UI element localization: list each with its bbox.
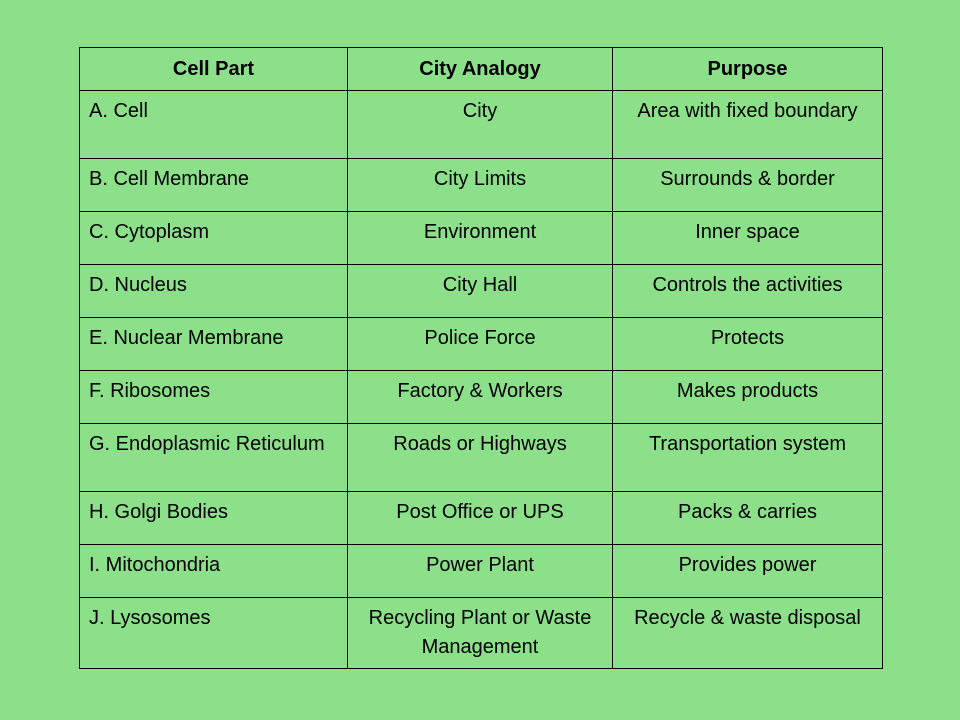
table-row (80, 492, 883, 545)
purpose: Packs & carries (613, 492, 883, 545)
purpose: Recycle & waste disposal (613, 598, 883, 669)
city-analogy: City Limits (348, 159, 613, 212)
cell-part: G. Endoplasmic Reticulum (80, 424, 348, 492)
cell-part: C. Cytoplasm (80, 212, 348, 265)
purpose: Protects (613, 318, 883, 371)
purpose: Makes products (613, 371, 883, 424)
city-analogy: Recycling Plant or Waste Management (348, 598, 613, 669)
cell-part: E. Nuclear Membrane (80, 318, 348, 371)
cell-part: F. Ribosomes (80, 371, 348, 424)
table-row (80, 545, 883, 598)
cell-part: J. Lysosomes (80, 598, 348, 669)
cell-part: H. Golgi Bodies (80, 492, 348, 545)
table-row (80, 424, 883, 492)
city-analogy: Factory & Workers (348, 371, 613, 424)
city-analogy: City (348, 91, 613, 159)
purpose: Provides power (613, 545, 883, 598)
cell-part: D. Nucleus (80, 265, 348, 318)
table-row (80, 371, 883, 424)
header-purpose: Purpose (613, 48, 883, 91)
cell-city-analogy-table (79, 47, 883, 669)
table-row (80, 91, 883, 159)
purpose: Area with fixed boundary (613, 91, 883, 159)
header-cell-part: Cell Part (80, 48, 348, 91)
cell-part: B. Cell Membrane (80, 159, 348, 212)
city-analogy: Post Office or UPS (348, 492, 613, 545)
header-row (80, 48, 883, 91)
table-row (80, 212, 883, 265)
city-analogy: Environment (348, 212, 613, 265)
purpose: Controls the activities (613, 265, 883, 318)
purpose: Transportation system (613, 424, 883, 492)
table-row (80, 265, 883, 318)
city-analogy: Police Force (348, 318, 613, 371)
city-analogy: Power Plant (348, 545, 613, 598)
city-analogy: Roads or Highways (348, 424, 613, 492)
table-row (80, 318, 883, 371)
cell-part: I. Mitochondria (80, 545, 348, 598)
table-row (80, 159, 883, 212)
header-city-analogy: City Analogy (348, 48, 613, 91)
purpose: Surrounds & border (613, 159, 883, 212)
purpose: Inner space (613, 212, 883, 265)
city-analogy: City Hall (348, 265, 613, 318)
table-row (80, 598, 883, 669)
cell-part: A. Cell (80, 91, 348, 159)
